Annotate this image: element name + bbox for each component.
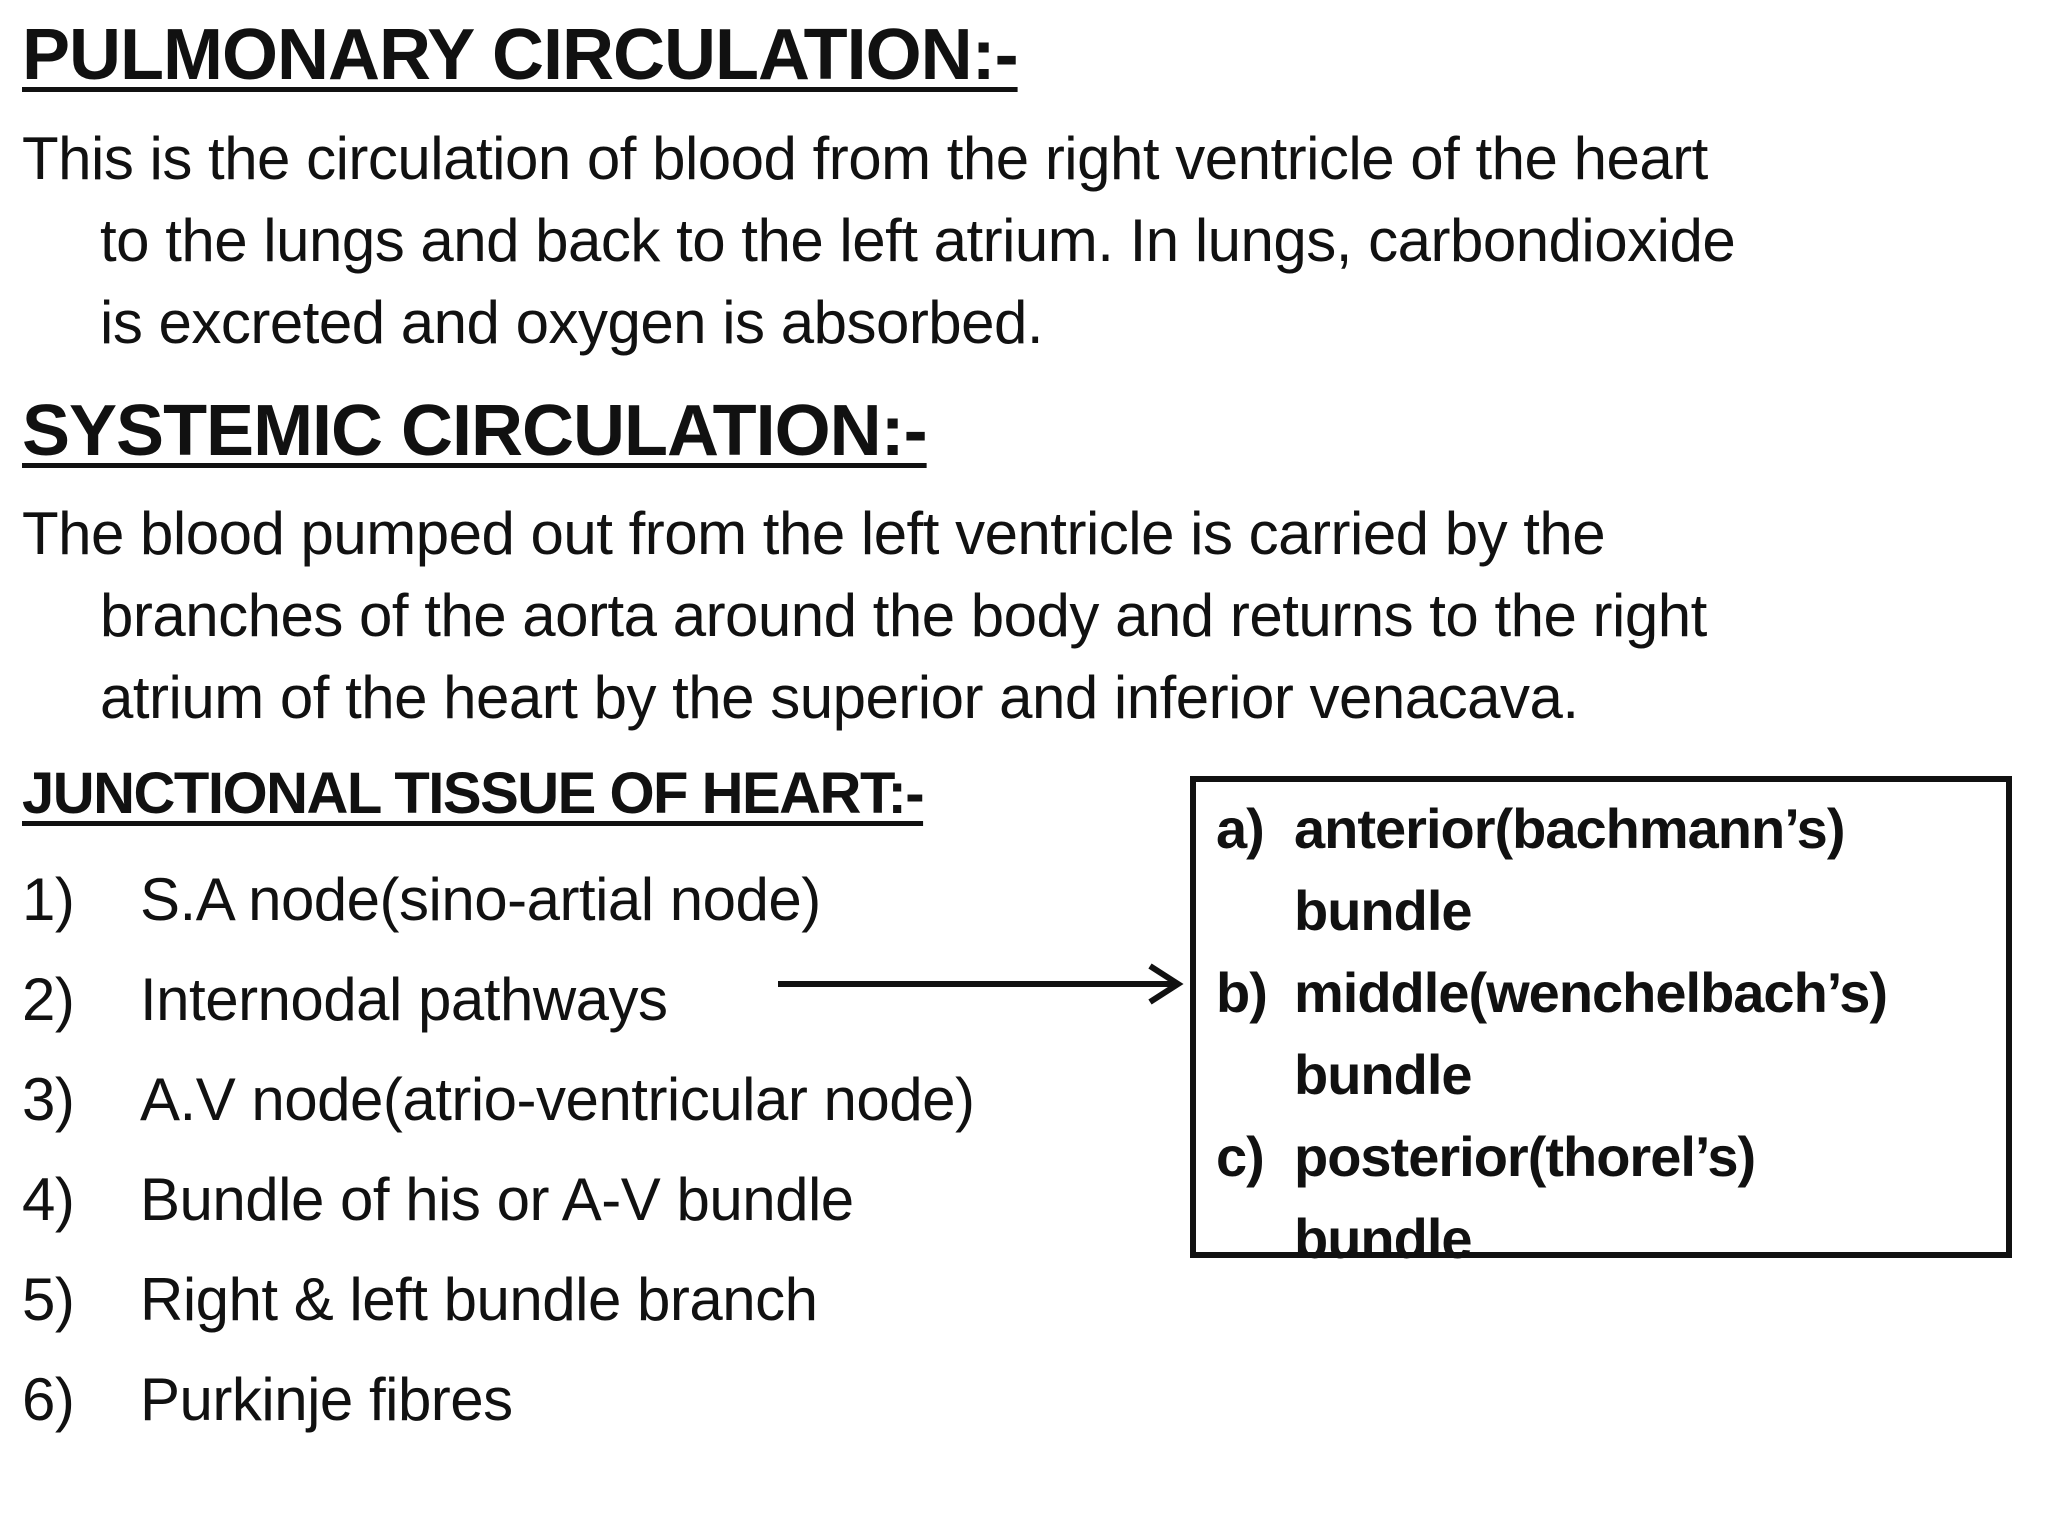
list-item-letter: c) xyxy=(1216,1125,1264,1188)
internodal-pathways-list xyxy=(1216,788,1887,1280)
list-item-continuation: bundle xyxy=(1294,879,1472,942)
systemic-circulation-heading: SYSTEMIC CIRCULATION:- xyxy=(22,391,927,471)
list-item xyxy=(1216,788,1887,952)
list-item xyxy=(22,1150,974,1250)
list-item-number: 6) xyxy=(22,1366,75,1433)
list-item-number: 3) xyxy=(22,1066,75,1133)
systemic-circulation-paragraph xyxy=(22,493,2032,739)
systemic-line-1: The blood pumped out from the left ventricle is carried by the xyxy=(22,500,1606,567)
right-arrow-icon xyxy=(776,962,1186,1006)
systemic-line-2: branches of the aorta around the body and returns to the right xyxy=(100,582,1707,649)
list-item-text: anterior(bachmann’s) xyxy=(1294,797,1845,860)
list-item xyxy=(22,1050,974,1150)
list-item-text: Right & left bundle branch xyxy=(140,1266,818,1333)
list-item-text: S.A node(sino-artial node) xyxy=(140,866,821,933)
list-item xyxy=(1216,952,1887,1116)
pulmonary-line-1: This is the circulation of blood from the right ventricle of the heart xyxy=(22,125,1708,192)
list-item-number: 4) xyxy=(22,1166,75,1233)
list-item-text: middle(wenchelbach’s) xyxy=(1294,961,1888,1024)
list-item xyxy=(22,1350,974,1450)
pulmonary-line-2: to the lungs and back to the left atrium. In lungs, carbondioxide xyxy=(100,207,1736,274)
pulmonary-circulation-heading: PULMONARY CIRCULATION:- xyxy=(22,15,1018,95)
list-item-text: Bundle of his or A-V bundle xyxy=(140,1166,854,1233)
list-item-text: posterior(thorel’s) xyxy=(1294,1125,1756,1188)
list-item-continuation: bundle xyxy=(1294,1207,1472,1270)
list-item-number: 2) xyxy=(22,966,75,1033)
list-item xyxy=(1216,1116,1887,1280)
list-item-text: Purkinje fibres xyxy=(140,1366,513,1433)
list-item-text: Internodal pathways xyxy=(140,966,668,1033)
list-item-continuation: bundle xyxy=(1294,1043,1472,1106)
list-item-letter: b) xyxy=(1216,961,1267,1024)
junctional-tissue-list xyxy=(22,850,974,1450)
list-item-number: 5) xyxy=(22,1266,75,1333)
list-item-number: 1) xyxy=(22,866,75,933)
internodal-pathways-box xyxy=(1190,776,2012,1270)
list-item xyxy=(22,1250,974,1350)
pulmonary-line-3: is excreted and oxygen is absorbed. xyxy=(100,289,1044,356)
junctional-tissue-heading: JUNCTIONAL TISSUE OF HEART:- xyxy=(22,761,924,826)
list-item xyxy=(22,850,974,950)
pulmonary-circulation-paragraph xyxy=(22,118,2032,364)
systemic-line-3: atrium of the heart by the superior and inferior venacava. xyxy=(100,664,1579,731)
list-item-text: A.V node(atrio-ventricular node) xyxy=(140,1066,975,1133)
list-item-letter: a) xyxy=(1216,797,1264,860)
